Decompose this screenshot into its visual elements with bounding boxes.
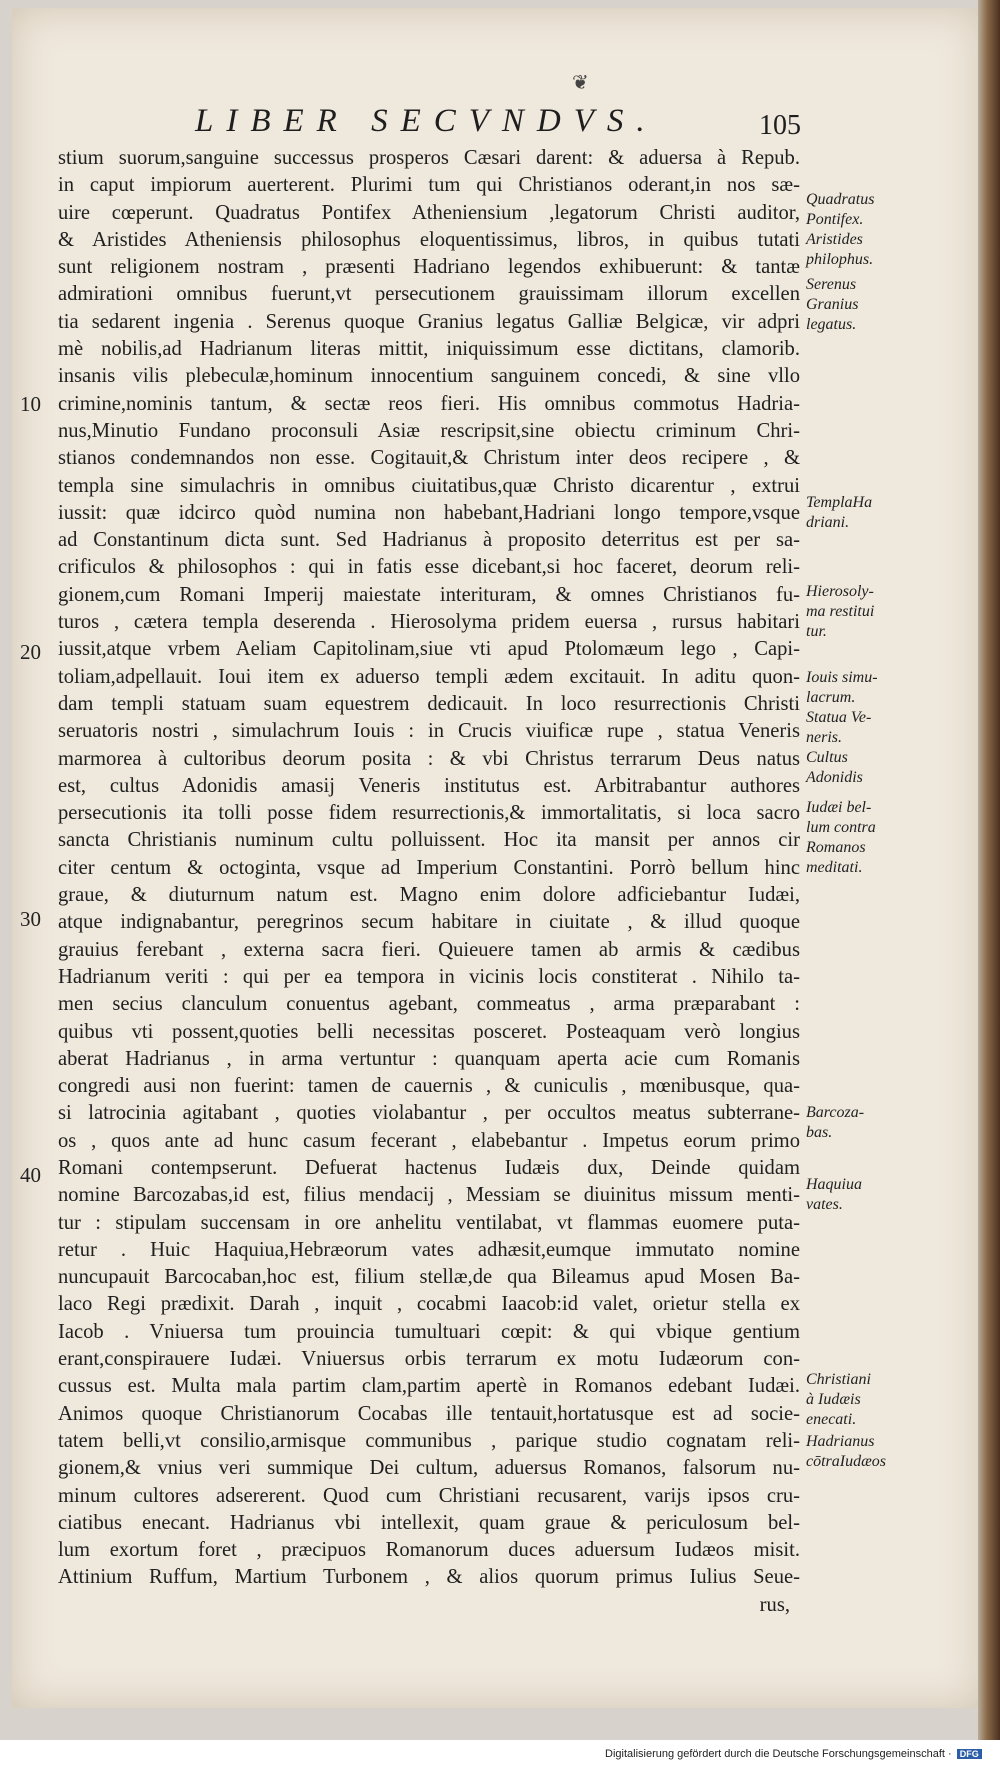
page-number: 105 — [759, 110, 801, 141]
text-line: crificulos & philosophos : qui in fatis esse dicebant,si hoc faceret, deorum reli- — [58, 556, 800, 579]
text-line: admirationi omnibus fuerunt,vt persecutionem grauissimam illorum excellen — [58, 283, 800, 306]
text-line: uire cœperunt. Quadratus Pontifex Atheniensium ,legatorum Christi auditor, — [58, 201, 800, 224]
text-line: ciatibus enecant. Hadrianus vbi intellexit, quam graue & periculosum bel- — [58, 1511, 800, 1534]
text-line: nuncupauit Barcocaban,hoc est, filium stellæ,de qua Bileamus apud Mosen Ba- — [58, 1266, 800, 1289]
text-line: lum exortum foret , præcipuos Romanorum duces aduersum Iudæos misit. — [58, 1539, 800, 1562]
text-line: templa sine simulachris in omnibus ciuitatibus,quæ Christo dicarentur , extrui — [58, 474, 800, 497]
digitization-credit — [605, 1748, 982, 1760]
margin-note-serenus: Serenus Granius legatus. — [806, 276, 859, 333]
text-line: dam templi statuam suam equestrem dedicauit. In loco resurrectionis Christi — [58, 692, 800, 715]
text-line: nomine Barcozabas,id est, filius mendacij , Messiam se diuinitus missum menti- — [58, 1184, 800, 1207]
text-line: ad Constantinum dicta sunt. Sed Hadrianus à proposito deterritus est per sa- — [58, 529, 800, 552]
text-line: toliam,adpellauit. Ioui item ex aduerso templi ædem excitauit. In aditu quon- — [58, 665, 800, 688]
text-line: citer centum & octoginta, vsque ad Imperium Constantini. Porrò bellum hinc — [58, 856, 800, 879]
text-line: crimine,nominis tantum, & sectæ reos fieri. His omnibus commotus Hadria- — [58, 392, 800, 415]
text-line: iussit: quæ idcirco quòd numina non habebant,Hadriani longo tempore,vsque — [58, 501, 800, 524]
text-line: stium suorum,sanguine successus prosperos Cæsari darent: & aduersa à Repub. — [58, 147, 800, 169]
printer-ornament: ❦ — [572, 72, 589, 94]
text-line: men secius clanculum conuentus agebant, commeatus , arma præparabant : — [58, 993, 800, 1016]
text-line: Iacob . Vniuersa tum prouincia tumultuari cœpit: & qui vbique gentium — [58, 1320, 800, 1343]
margin-note-haquiua: Haquiua vates. — [806, 1176, 862, 1213]
margin-note-iudaei: Iudæi bel- lum contra Romanos meditati. — [806, 799, 876, 876]
line-number-20: 20 — [20, 640, 41, 664]
text-line: gionem,& vnius veri summique Dei cultum, aduersus Romanos, falsorum nu- — [58, 1457, 800, 1480]
text-line: aberat Hadrianus , in arma vertuntur : quanquam aperta acie cum Romanis — [58, 1047, 800, 1070]
margin-note-hadrianus: Hadrianus cōtraIudæos — [806, 1433, 886, 1470]
text-line: tia sedarent ingenia . Serenus quoque Granius legatus Galliæ Belgicæ, vir adpri — [58, 310, 800, 333]
text-line: insanis vilis plebeculæ,hominum innocentium sanguinem concedi, & sine vllo — [58, 365, 800, 388]
line-number-30: 30 — [20, 907, 41, 931]
margin-note-barcozabas: Barcoza- bas. — [806, 1104, 865, 1141]
text-line: est, cultus Adonidis amasij Veneris institutus est. Arbitrabantur authores — [58, 774, 800, 797]
text-line: retur . Huic Haquiua,Hebræorum vates adhæsit,eumque immutato nomine — [58, 1238, 800, 1261]
text-line: marmorea à cultoribus deorum posita : & vbi Christus terrarum Deus natus — [58, 747, 800, 770]
text-line: os , quos ante ad hunc casum fecerant , elabebantur . Impetus eorum primo — [58, 1129, 800, 1152]
text-line: atque indignabantur, peregrinos secum habitare in ciuitate , & illud quoque — [58, 911, 800, 934]
margin-note-quadratus: Quadratus Pontifex. Aristides philophus. — [806, 191, 875, 268]
credit-text: Digitalisierung gefördert durch die Deutsche Forschungsgemeinschaft · — [605, 1748, 952, 1760]
running-header: LIBER SECVNDVS. — [195, 103, 658, 139]
line-number-40: 40 — [20, 1163, 41, 1187]
margin-note-templa: TemplaHa driani. — [806, 494, 873, 531]
text-line: tatem belli,vt consilio,armisque communibus , parique studio cognatam reli- — [58, 1429, 800, 1452]
text-line: sancta Christianis numinum cultu polluissent. Hoc ita mansit per annos cir — [58, 829, 800, 852]
text-line: iussit,atque vrbem Aeliam Capitolinam,siue vti apud Ptolomæum lego , Capi- — [58, 638, 800, 661]
text-line: rus, — [759, 1593, 790, 1616]
dfg-logo: DFG — [957, 1749, 982, 1759]
margin-note-iouis: Iouis simu- lacrum. Statua Ve- neris. Cultus Adonidis — [806, 669, 878, 786]
text-line: Romani contempserunt. Defuerat hactenus Iudæis dux, Deinde quidam — [58, 1156, 800, 1179]
text-line: mè nobilis,ad Hadrianum literas mittit, iniquissimum esse dictitans, clamorib. — [58, 338, 800, 361]
text-line: erant,conspirauere Iudæi. Vniuersus orbis terrarum ex motu Iudæorum con- — [58, 1348, 800, 1371]
text-line: congredi ausi non fuerint: tamen de cauernis , & cuniculis , mœnibusque, qua- — [58, 1075, 800, 1098]
text-line: laco Regi prædixit. Darah , inquit , cocabmi Iaacob:id valet, orietur stella ex — [58, 1293, 800, 1316]
text-line: Hadrianum veriti : qui per ea tempora in vicinis locis constiterat . Nihilo ta- — [58, 965, 800, 988]
margin-note-christiani: Christiani à Iudæis enecati. — [806, 1371, 871, 1428]
text-line: minum cultores adsererent. Quod cum Christiani recusarent, varijs ipsos cru- — [58, 1484, 800, 1507]
text-line: tur : stipulam succensam in ore anhelitu ventilabat, vt flammas euomere puta- — [58, 1211, 800, 1234]
text-line: grauius ferebant , externa sacra fieri. Quieuere tamen ab armis & cædibus — [58, 938, 800, 961]
text-line: si latrocinia agitabant , quoties violabantur , per occultos meatus subterrane- — [58, 1102, 800, 1125]
text-line: gionem,cum Romani Imperij maiestate interituram, & omnes Christianos fu- — [58, 583, 800, 606]
text-line: persecutionis ita tolli posse fidem resurrectionis,& immortalitatis, si loca sacro — [58, 802, 800, 825]
book-binding — [978, 0, 1000, 1740]
text-line: Animos quoque Christianorum Cocabas ille tentauit,hortatusque est ad socie- — [58, 1402, 800, 1425]
text-line: stianos condemnandos non esse. Cogitauit,& Christum inter deos recipere , & — [58, 447, 800, 470]
line-number-10: 10 — [20, 392, 41, 416]
text-line: quibus vti possent,quoties belli necessitas posceret. Posteaquam verò longius — [58, 1020, 800, 1043]
text-line: nus,Minutio Fundano proconsuli Asiæ rescripsit,sine obiectu criminum Chri- — [58, 419, 800, 442]
text-line: Attinium Ruffum, Martium Turbonem , & alios quorum primus Iulius Seue- — [58, 1566, 800, 1589]
text-line: cussus est. Multa mala partim clam,partim apertè in Romanos edebant Iudæi. — [58, 1375, 800, 1398]
body-text — [58, 145, 800, 1619]
text-line: in caput impiorum auerterent. Plurimi tum qui Christianos oderant,in nos sæ- — [58, 174, 800, 197]
text-line: turos , cætera templa deserenda . Hierosolyma pridem euersa , rursus habitari — [58, 611, 800, 634]
text-line: & Aristides Atheniensis philosophus eloquentissimus, libros, in quibus tutati — [58, 228, 800, 251]
text-line: graue, & diuturnum natum est. Magno enim dolore adficiebantur Iudæi, — [58, 884, 800, 907]
text-line: seruatoris nostri , simulachrum Iouis : in Crucis viuificæ rupe , statua Veneris — [58, 720, 800, 743]
margin-note-hierosolyma: Hierosoly- ma restitui tur. — [806, 583, 875, 640]
text-line: sunt religionem nostram , præsenti Hadriano legendos exhibuerunt: & tantæ — [58, 256, 800, 279]
